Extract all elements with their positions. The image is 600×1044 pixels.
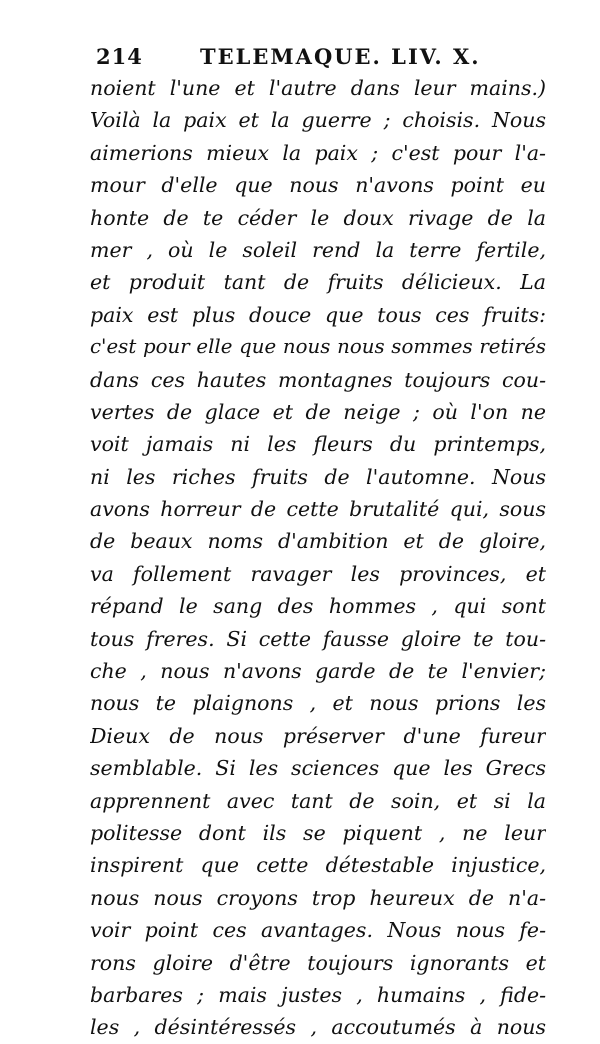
- text-line: voit jamais ni les fleurs du printemps,: [90, 432, 546, 457]
- text-line: honte de te céder le doux rivage de la: [90, 205, 546, 230]
- text-line: mer , où le soleil rend la terre fertile,: [90, 237, 546, 262]
- text-line: les , désintéressés , accoutumés à nous: [90, 1015, 546, 1040]
- body-text: [90, 72, 546, 1044]
- text-line: barbares ; mais justes , humains , fide-: [90, 982, 546, 1007]
- text-line: et produit tant de fruits délicieux. La: [90, 270, 546, 295]
- text-line: inspirent que cette détestable injustice,: [90, 853, 546, 878]
- text-line: che , nous n'avons garde de te l'envier;: [90, 659, 546, 684]
- text-line: avons horreur de cette brutalité qui, sous: [90, 497, 546, 522]
- text-line: aimerions mieux la paix ; c'est pour l'a-: [90, 140, 546, 165]
- text-line: mour d'elle que nous n'avons point eu: [90, 173, 546, 198]
- text-line: Voilà la paix et la guerre ; choisis. Nous: [90, 108, 546, 133]
- text-line: paix est plus douce que tous ces fruits:: [90, 302, 546, 327]
- text-line: vertes de glace et de neige ; où l'on ne: [90, 399, 546, 424]
- text-line: tous freres. Si cette fausse gloire te tou-: [90, 626, 546, 651]
- text-line: de beaux noms d'ambition et de gloire,: [90, 529, 546, 554]
- text-line: Dieux de nous préserver d'une fureur: [90, 723, 546, 748]
- text-line: semblable. Si les sciences que les Grecs: [90, 756, 546, 781]
- text-line: nous nous croyons trop heureux de n'a-: [90, 885, 546, 910]
- text-line: va follement ravager les provinces, et: [90, 561, 546, 586]
- text-line: apprennent avec tant de soin, et si la: [90, 788, 546, 813]
- text-line: noient l'une et l'autre dans leur mains.): [90, 76, 546, 100]
- text-line: nous te plaignons , et nous prions les: [90, 691, 546, 716]
- text-line: répand le sang des hommes , qui sont: [90, 594, 546, 619]
- page-number: 214: [96, 44, 143, 69]
- running-title: TELEMAQUE. LIV. X.: [200, 44, 481, 69]
- text-line: c'est pour elle que nous nous sommes retirés: [90, 335, 546, 359]
- text-line: politesse dont ils se piquent , ne leur: [90, 820, 546, 845]
- text-line: voir point ces avantages. Nous nous fe-: [90, 918, 546, 943]
- text-line: rons gloire d'être toujours ignorants et: [90, 950, 546, 975]
- text-line: dans ces hautes montagnes toujours cou-: [90, 367, 546, 392]
- text-line: ni les riches fruits de l'automne. Nous: [90, 464, 546, 489]
